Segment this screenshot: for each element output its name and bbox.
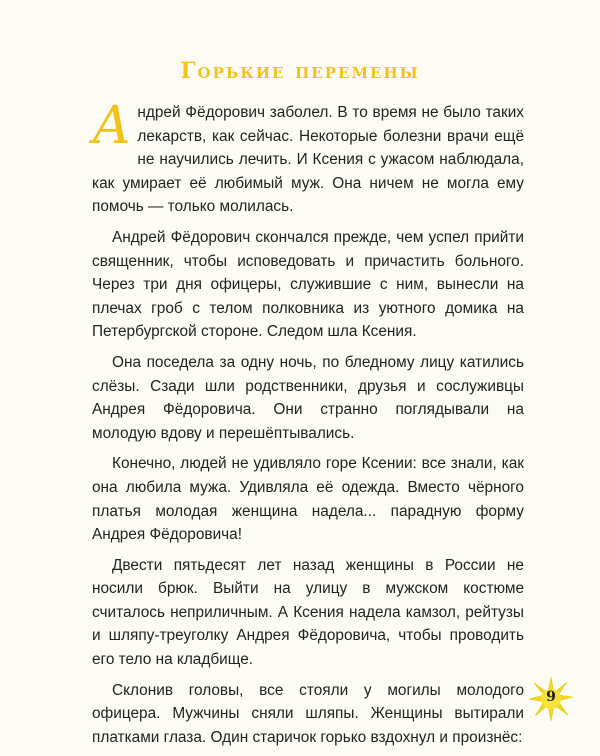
paragraph: Склонив головы, все стояли у могилы молодого офицера. Мужчины сняли шляпы. Женщины вытирали платками глаза. Один старичок горько вздохнул и произнёс: xyxy=(92,681,524,746)
page-number: 9 xyxy=(546,689,556,705)
body-text xyxy=(92,96,524,756)
drop-cap: А xyxy=(92,96,132,156)
paragraph: Двести пятьдесят лет назад женщины в России не носили брюк. Выйти на улицу в мужском костюме считалось неприличным. А Ксения надела камзол, рейтузы и шляпу-треуголку Андрея Фёдоровича, чтобы проводить его тело на кладбище. xyxy=(92,556,524,669)
paragraph: Она поседела за одну ночь, по бледному лицу катились слёзы. Сзади шли родственники, друзья и сослуживцы Андрея Фёдоровича. Они странно поглядывали на молодую вдову и перешёптывались. xyxy=(92,353,524,442)
paragraph-text: ндрей Фёдорович заболел. В то время не было таких лекарств, как сейчас. Некоторые болезни врачи ещё не научились лечить. И Ксения с ужасом наблюдала, как умирает её любимый муж. Она ничем не могла ему помочь — только молилась. xyxy=(92,104,524,216)
paragraph: Андрей Фёдорович скончался прежде, чем успел прийти священник, чтобы исповедовать и причастить больного. Через три дня офицеры, служившие с ним, вынесли на плечах гроб с телом полковника из уютного домика на Петербургской стороне. Следом шла Ксения. xyxy=(92,228,524,341)
chapter-title: Горькие перемены xyxy=(180,58,420,84)
paragraph xyxy=(92,96,524,219)
paragraph: Конечно, людей не удивляло горе Ксении: все знали, как она любила мужа. Удивляла её одежда. Вместо чёрного платья молодая женщина надела... парадную форму Андрея Фёдоровича! xyxy=(92,455,524,544)
